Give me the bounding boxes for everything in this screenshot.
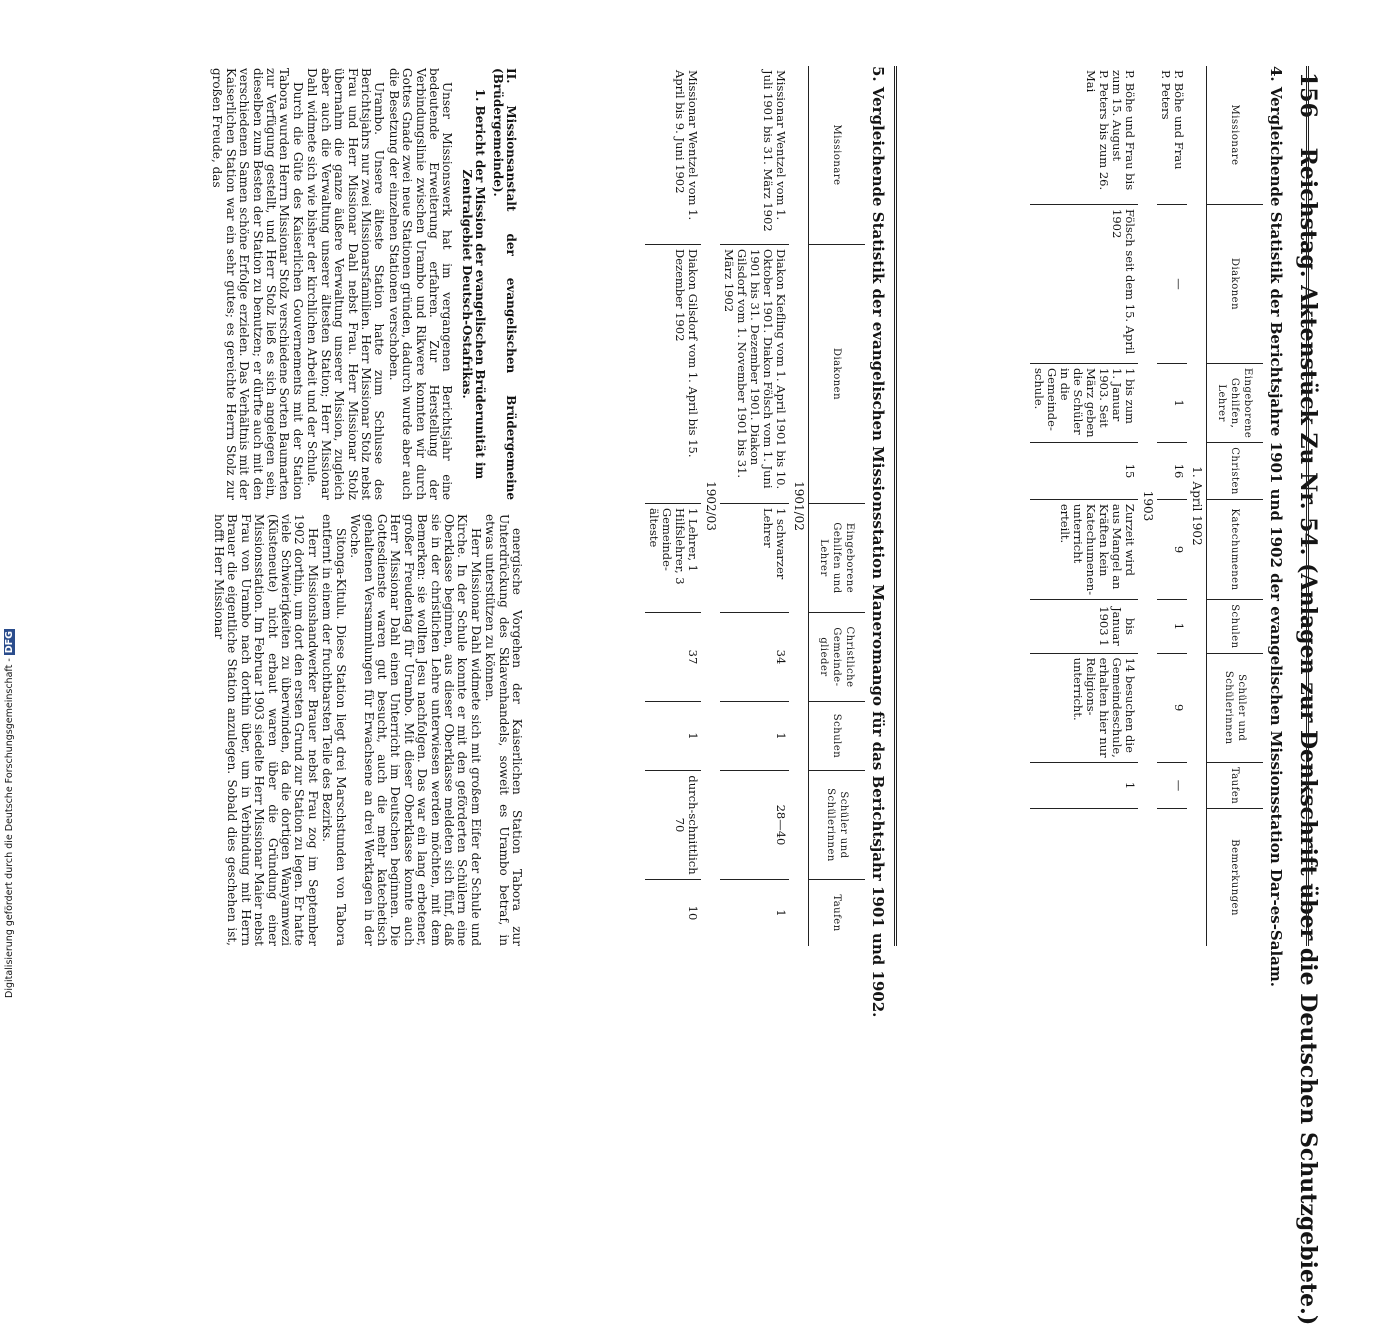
table-row [645,66,701,946]
paragraph: Urambo. Unsere älteste Station hatte zum Schlusse des Berichtsjahrs nur zwei Missionarsfamilien. Herr Missionar Stolz nebst Frau und Herr Missionar Dahl nebst Frau. Herr Missionar Stolz übernahm die ganze äußere Verwaltung unserer Mission, zugleich aber auch die Verwaltung unserer ältesten Station; Herr Missionar Dahl widmete sich wie bisher der kirchlichen Arbeit und der Schule. [305,68,387,500]
s5-r2-schueler: durch-schnittlich 70 [645,771,701,880]
s5-r1-glieder: 34 [720,613,789,702]
section5-title: 5. Vergleichende Statistik der evangelischen Missionsstation Maneromango für das Berichtsjahr 1901 und 1902. [869,66,887,1018]
s4-col-bemerkungen: Bemerkungen [1207,809,1264,946]
paragraph: Sitonga-Kitulu. Diese Station liegt drei Marschstunden von Tabora entfernt in einem der fruchtbarsten Teile des Bezirks. [320,514,348,946]
s4-col-schulen: Schulen [1207,600,1264,653]
s4-year-1902: 1. April 1902 [1190,466,1204,546]
text-column-left [209,68,523,500]
table-row [1030,66,1138,946]
s4-r1-christen: 16 [1157,443,1187,500]
s5-col-schulen: Schulen [809,702,866,771]
s4-r1-taufen: — [1157,762,1187,808]
s4-r1-gehilfen: 1 [1157,364,1187,443]
page-number: 156 [1295,72,1321,118]
s4-r1-bemerkungen [1157,809,1187,946]
paragraph: Herr Missionar Dahl widmete sich mit großem Eifer der Schule und Kirche. In der Schule konnte er mit den geförderten Schülern eine Oberklasse beginnen, aus dieser Oberklasse meldeten sich fünf, daß sie in der christlichen Lehre unterwiesen werden möchten, mit dem Bemerken: sie wollten Jesu nachfolgen. Das war ein lang erbetener, großer Freudentag für Urambo. Mit dieser Oberklasse konnte auch Herr Missionar Dahl einen Unterricht im Deutschen beginnen. Die Gottesdienste waren gut besucht, auch die mehr katechetisch gehaltenen Versammlungen für Erwachsene an drei Werktagen in der Woche. [348,514,483,946]
s5-col-schueler: Schüler und Schülerinnen [809,771,866,880]
s4-col-missionare: Missionare [1207,66,1264,205]
table-row [720,66,789,946]
s4-r1-diakonen: — [1157,205,1187,364]
table-row [1157,66,1187,946]
s4-col-gehilfen: Eingeborene Gehilfen, Lehrer [1207,364,1264,443]
s5-r1-diakonen: Diakon Kiefling vom 1. April 1901 bis 10. Oktober 1901. Diakon Fölsch vom 1. Juni 1901 bis 31. Dezember 1901. Diakon Gilsdorf vom 1. November 1901 bis 31. März 1902 [720,245,789,504]
section5-rule [894,66,897,946]
dfg-logo: DFG [3,631,15,654]
s4-r2-taufen: 1 [1030,762,1138,808]
s5-col-diakonen: Diakonen [809,245,866,504]
s5-r1-missionare: Missionar Wentzel vom 1. Juli 1901 bis 31. März 1902 [761,70,788,232]
section5-table-wrap [645,66,865,946]
s5-r1-schulen: 1 [720,702,789,771]
page-title: Reichstag. Aktenstück Zu Nr. 54. (Anlagen zur Denkschrift über die Deutschen Schutzgebiete.) [1295,147,1321,1325]
section5-table [645,66,865,946]
s4-r2-gehilfen: 1 bis zum 1. Januar 1903. Seit März geben die Schüler in die Gemeinde-schule. [1030,364,1138,443]
s4-r1-katechumenen: 9 [1157,499,1187,599]
s5-r2-diakonen: Diakon Gilsdorf vom 1. April bis 15. Dezember 1902 [645,245,701,504]
paragraph: Herr Missionshandwerker Brauer nebst Frau zog im September 1902 dorthin, um dort den ersten Grund zur Station zu legen. Er hatte viele Schwierigkeiten zu überwinden, da die dortigen Wanyamwezi (Küsteneute) nicht erbaut waren über die Gründung einer Missionsstation. Im Februar 1903 siedelte Herr Missionar Maier nebst Frau von Urambo nach dorthin über, um in Verbindung mit Herrn Brauer die eigentliche Station anzulegen. Sobald dies geschehen ist, hofft Herr Missionar [212,514,320,946]
section4-title: 4. Vergleichende Statistik der Berichtsjahre 1901 und 1902 der evangelischen Missionsstation Dar-es-Salam. [1267,66,1285,987]
s4-r2-schulen: bis Januar 1903 1 [1030,600,1138,653]
section2-heading: II. Missionsanstalt der evangelischen Brüdergemeine (Brüdergemeinde). [490,68,518,500]
s5-col-gehilfen: Eingeborene Gehilfen und Lehrer [809,504,866,613]
header-rule [1306,66,1309,946]
paragraph: Unser Missionswerk hat im vergangenen Berichtsjahr eine bedeutende Erweiterung erfahren. Zur Herstellung der Verbindungslinie zwischen Urambo und Rikwere konnten wir durch Gottes Gnade zwei neue Stationen gründen, dadurch wurde aber auch die Besetzung der einzelnen Stationen verschoben. [386,68,455,500]
s4-col-christen: Christen [1207,443,1264,500]
s4-col-taufen: Taufen [1207,762,1264,808]
s4-r2-schueler: 14 besuchen die Gemeindeschule, erhalten hier nur Religions-unterricht. [1030,653,1138,762]
s5-col-glieder: Christliche Gemeinde-glieder [809,613,866,702]
text-column-right [211,514,523,946]
paragraph: Durch die Güte des Kaiserlichen Gouvernements mit der Station Tabora wurden Herrn Missionar Stolz verschiedene Sorten Baumarten zur Verfügung gestellt, und Herr Stolz ließ es sich angelegen sein, dieselben zum Besten der Station zu benutzen; er dürfte auch mit den verschiedenen Samen schöne Erfolge erzielen. Das Verhältnis mit der Kaiserlichen Station war ein sehr gutes; es gereichte Herrn Stolz zur großen Freude, das [210,68,305,500]
s4-col-diakonen: Diakonen [1207,205,1264,364]
s4-r2-christen: 15 [1030,443,1138,500]
s5-r2-gehilfen: 1 Lehrer, 1 Hilfslehrer, 3 Gemeinde-älteste [645,504,701,613]
s4-r2-diakonen: Fölsch seit dem 15. April 1902 [1030,205,1138,364]
section2-subheading: 1. Bericht der Mission der evangelischen Brüderunität im Zentralgebiet Deutsch-Ostafrikas. [459,88,488,480]
s4-r2-missionar: P. Böhe und Frau bis zum 15. August [1110,70,1137,191]
s5-r1-gehilfen: 1 schwarzer Lehrer [720,504,789,613]
s4-col-katechumenen: Katechumenen [1207,499,1264,599]
s4-r1-missionar: P. Böhe und Frau [1172,70,1186,170]
s4-r1-schulen: 1 [1157,600,1187,653]
s5-r2-taufen: 10 [645,880,701,947]
s5-r1-schueler: 28—40 [720,771,789,880]
section4-table [1030,66,1263,946]
s4-col-schueler: Schüler und Schülerinnen [1207,653,1264,762]
s4-r2-katechumenen: Zurzeit wird aus Mangel an Kräften kein Katechumenen-unterricht erteilt. [1030,499,1138,599]
s4-year-1903: 1903 [1141,490,1155,522]
section4-table-wrap [1030,66,1263,946]
s5-r1-taufen: 1 [720,880,789,947]
paragraph: energische Vorgehen der Kaiserlichen Station Tabora zur Unterdrückung des Sklavenhandels, soweit es Urambo betraf, in etwas unterstützen zu können. [483,514,524,946]
s5-r2-schulen: 1 [645,702,701,771]
s4-r1-schueler: 9 [1157,653,1187,762]
s4-r2-missionar2: P. Peters bis zum 26. Mai [1084,70,1111,191]
s5-year-a: 1901/02 [792,481,806,531]
s5-r2-glieder: 37 [645,613,701,702]
s5-col-taufen: Taufen [809,880,866,947]
credit-strip [2,600,16,998]
s5-col-missionare: Missionare [809,66,866,245]
s4-r1-missionar2: P. Peters [1159,70,1173,120]
s5-year-b: 1902/03 [704,481,718,531]
s5-r2-missionare: Missionar Wentzel vom 1. April bis 9. Juni 1902 [673,70,700,221]
credit-text: Digitalisierung gefördert durch die Deutsche Forschungsgemeinschaft - [3,658,15,998]
